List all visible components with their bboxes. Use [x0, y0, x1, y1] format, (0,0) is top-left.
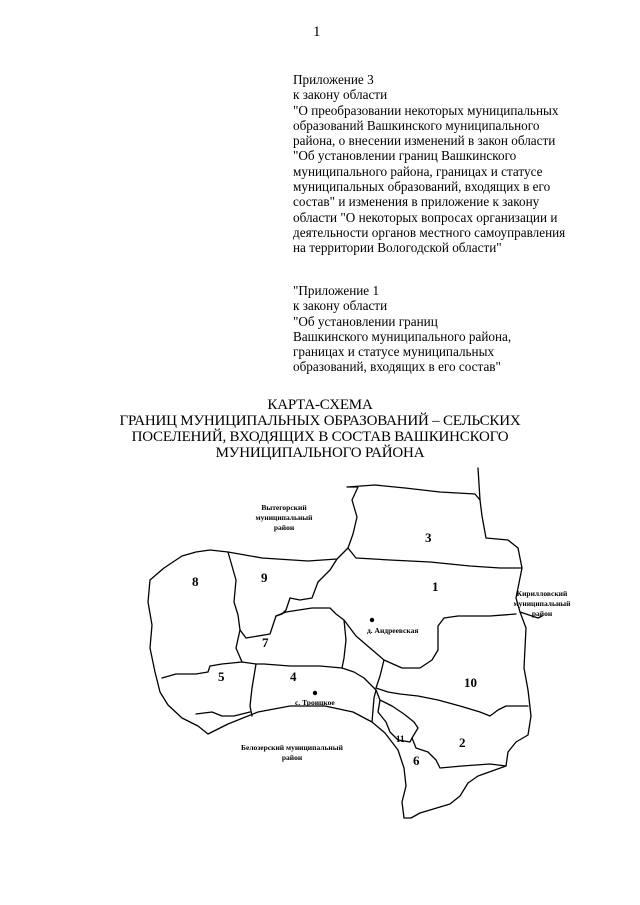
region-11-label: 11 [396, 734, 405, 744]
title-line-2: ГРАНИЦ МУНИЦИПАЛЬНЫХ ОБРАЗОВАНИЙ – СЕЛЬСКИХ [119, 413, 521, 429]
belozersky-label-line: район [281, 753, 303, 762]
northern-border-line [478, 468, 480, 500]
vytegorsky-label-line: Вытегорский [261, 503, 307, 512]
appendix-1-line: к закону области [293, 298, 388, 314]
region-5-label: 5 [218, 669, 225, 684]
vytegorsky-label-line: муниципальный [255, 513, 313, 522]
appendix-3-line: образований Вашкинского муниципального [293, 117, 540, 133]
appendix-3-line: деятельности органов местного самоуправления [293, 224, 566, 240]
appendix-1-line: Вашкинского муниципального района, [293, 328, 512, 344]
appendix-1-line: "Приложение 1 [293, 283, 380, 298]
boundary-11 [378, 700, 412, 742]
appendix-3-line: области "О некоторых вопросах организации и [293, 209, 558, 225]
boundary-5-4 [250, 664, 256, 716]
boundary-9 [228, 552, 276, 638]
region-8-label: 8 [192, 574, 199, 589]
settlement-dot-andreevskaya [370, 618, 374, 622]
appendix-1-line: границах и статусе муниципальных [293, 344, 495, 360]
settlement-andreevskaya-label: д. Андреевская [367, 626, 419, 635]
appendix-1-line: образований, входящих в его состав" [293, 359, 501, 375]
district-outer-boundary [148, 485, 531, 818]
appendix-3-line: Приложение 3 [293, 72, 374, 87]
appendix-3-line: "Об установлении границ Вашкинского [293, 148, 517, 164]
appendix-3-line: на территории Вологодской области" [293, 240, 502, 256]
title-line-4: МУНИЦИПАЛЬНОГО РАЙОНА [215, 445, 425, 461]
appendix-3-line: состав" и изменения в приложение к закону [293, 194, 540, 210]
appendix-3-line: к закону области [293, 87, 388, 103]
boundary-2-11 [376, 690, 506, 768]
settlement-dot-troitskoe [313, 691, 317, 695]
kirillovsky-label-line: муниципальный [513, 599, 571, 608]
boundary-1-south [344, 614, 516, 668]
appendix-3-line: "О преобразовании некоторых муниципальных [293, 102, 559, 118]
belozersky-label-line: Белозерский муниципальный [241, 743, 343, 752]
region-6-label: 6 [413, 753, 420, 768]
kirillovsky-label-line: Кирилловский [516, 589, 568, 598]
region-1-label: 1 [432, 579, 439, 594]
appendix-3-line: муниципальных образований, входящих в его [293, 179, 551, 195]
region-3-label: 3 [425, 530, 432, 545]
boundary-7 [242, 608, 346, 668]
region-10-label: 10 [464, 675, 477, 690]
boundary-5-south [196, 712, 250, 716]
title-line-3: ПОСЕЛЕНИЙ, ВХОДЯЩИХ В СОСТАВ ВАШКИНСКОГО [131, 429, 509, 445]
boundary-3 [348, 548, 522, 568]
settlement-troitskoe-label: с. Троицкое [295, 698, 335, 707]
appendix-3-line: муниципального района, границах и статусе [293, 163, 543, 179]
region-4-label: 4 [290, 669, 297, 684]
page-number: 1 [313, 24, 321, 40]
appendix-3-line: района, о внесении изменений в закон области [293, 133, 556, 149]
region-2-label: 2 [459, 735, 466, 750]
boundary-4-east [342, 668, 376, 722]
boundary-10 [376, 660, 528, 716]
kirillovsky-label-line: район [531, 609, 553, 618]
region-9-label: 9 [261, 570, 268, 585]
vytegorsky-label-line: район [273, 523, 295, 532]
appendix-1-line: "Об установлении границ [293, 313, 438, 329]
title-line-1: КАРТА-СХЕМА [267, 397, 373, 413]
region-7-label: 7 [262, 635, 269, 650]
boundary-8 [162, 630, 242, 678]
